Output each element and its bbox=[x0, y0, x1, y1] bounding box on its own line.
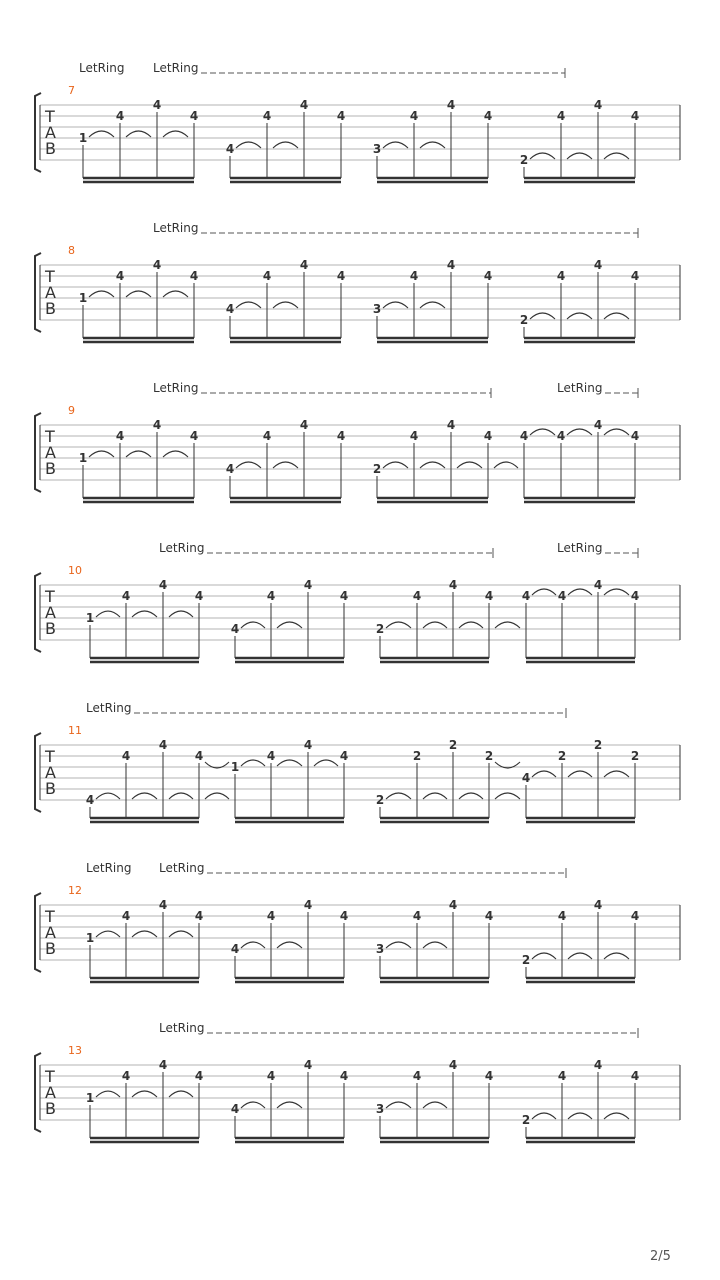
fret-number: 4 bbox=[225, 142, 235, 156]
fret-number: 1 bbox=[78, 291, 88, 305]
fret-number: 4 bbox=[85, 793, 95, 807]
tie-arc bbox=[277, 1102, 302, 1108]
tie-arc bbox=[96, 793, 120, 799]
fret-number: 4 bbox=[593, 258, 603, 272]
fret-number: 2 bbox=[630, 749, 640, 763]
fret-number: 4 bbox=[158, 738, 168, 752]
fret-number: 1 bbox=[85, 1091, 95, 1105]
fret-number: 4 bbox=[409, 269, 419, 283]
measure-number: 8 bbox=[68, 244, 75, 257]
let-ring-label: LetRing bbox=[153, 61, 199, 75]
fret-number: 4 bbox=[194, 589, 204, 603]
fret-number: 4 bbox=[448, 898, 458, 912]
tab-clef-b: B bbox=[45, 779, 56, 798]
tie-arc bbox=[459, 793, 483, 799]
fret-number: 4 bbox=[303, 738, 313, 752]
fret-number: 4 bbox=[336, 269, 346, 283]
measure-number: 13 bbox=[68, 1044, 82, 1057]
fret-number: 4 bbox=[230, 1102, 240, 1116]
fret-number: 4 bbox=[521, 771, 531, 785]
fret-number: 4 bbox=[557, 1069, 567, 1083]
let-ring-label: LetRing bbox=[79, 61, 125, 75]
tie-arc bbox=[163, 131, 188, 137]
fret-number: 4 bbox=[519, 429, 529, 443]
fret-number: 4 bbox=[121, 589, 131, 603]
tie-arc bbox=[604, 429, 629, 435]
fret-number: 4 bbox=[446, 98, 456, 112]
fret-number: 4 bbox=[189, 429, 199, 443]
tie-arc bbox=[567, 429, 592, 435]
tab-clef-t: T bbox=[45, 1067, 55, 1086]
fret-number: 4 bbox=[158, 578, 168, 592]
fret-number: 4 bbox=[152, 98, 162, 112]
tab-system-8 bbox=[35, 221, 680, 342]
tie-arc bbox=[386, 942, 411, 948]
let-ring-label: LetRing bbox=[159, 1021, 205, 1035]
fret-number: 2 bbox=[519, 153, 529, 167]
tie-arc bbox=[420, 302, 445, 308]
fret-number: 4 bbox=[115, 269, 125, 283]
tie-arc bbox=[423, 793, 447, 799]
fret-number: 4 bbox=[299, 418, 309, 432]
fret-number: 4 bbox=[484, 1069, 494, 1083]
fret-number: 1 bbox=[78, 451, 88, 465]
let-ring-label: LetRing bbox=[159, 541, 205, 555]
tab-clef-a: A bbox=[45, 763, 56, 782]
fret-number: 4 bbox=[484, 589, 494, 603]
fret-number: 2 bbox=[375, 793, 385, 807]
fret-number: 4 bbox=[115, 109, 125, 123]
tie-arc bbox=[386, 793, 411, 799]
fret-number: 4 bbox=[593, 418, 603, 432]
tie-arc bbox=[169, 1091, 193, 1097]
tie-arc bbox=[568, 1113, 592, 1119]
tie-arc bbox=[169, 931, 193, 937]
tie-arc bbox=[169, 611, 193, 617]
tie-arc bbox=[236, 302, 261, 308]
fret-number: 4 bbox=[115, 429, 125, 443]
tie-arc bbox=[314, 760, 338, 766]
tie-arc bbox=[89, 131, 114, 137]
fret-number: 4 bbox=[262, 429, 272, 443]
tie-arc bbox=[530, 313, 555, 319]
fret-number: 4 bbox=[521, 589, 531, 603]
fret-number: 4 bbox=[593, 578, 603, 592]
tab-clef-a: A bbox=[45, 443, 56, 462]
tab-system-12 bbox=[35, 861, 680, 982]
tab-clef-t: T bbox=[45, 587, 55, 606]
fret-number: 3 bbox=[375, 1102, 385, 1116]
tie-arc bbox=[241, 760, 265, 766]
tab-clef-b: B bbox=[45, 939, 56, 958]
tab-clef-a: A bbox=[45, 1083, 56, 1102]
tie-arc bbox=[567, 313, 592, 319]
let-ring-label: LetRing bbox=[153, 381, 199, 395]
fret-number: 4 bbox=[158, 898, 168, 912]
fret-number: 1 bbox=[85, 931, 95, 945]
fret-number: 2 bbox=[412, 749, 422, 763]
fret-number: 1 bbox=[78, 131, 88, 145]
fret-number: 4 bbox=[152, 418, 162, 432]
fret-number: 4 bbox=[446, 258, 456, 272]
tie-arc bbox=[386, 622, 411, 628]
fret-number: 1 bbox=[85, 611, 95, 625]
fret-number: 2 bbox=[521, 1113, 531, 1127]
fret-number: 4 bbox=[230, 942, 240, 956]
tie-arc bbox=[532, 1113, 556, 1119]
tie-arc bbox=[96, 1091, 120, 1097]
tie-arc bbox=[96, 931, 120, 937]
tie-arc bbox=[386, 1102, 411, 1108]
tie-arc bbox=[567, 153, 592, 159]
tie-arc bbox=[126, 291, 151, 297]
tie-arc bbox=[532, 953, 556, 959]
tab-clef-t: T bbox=[45, 747, 55, 766]
fret-number: 4 bbox=[262, 109, 272, 123]
fret-number: 4 bbox=[189, 109, 199, 123]
fret-number: 3 bbox=[375, 942, 385, 956]
fret-number: 4 bbox=[339, 589, 349, 603]
tab-clef-t: T bbox=[45, 107, 55, 126]
fret-number: 4 bbox=[448, 578, 458, 592]
tie-arc bbox=[132, 931, 157, 937]
tab-clef-a: A bbox=[45, 603, 56, 622]
fret-number: 4 bbox=[446, 418, 456, 432]
tab-clef-b: B bbox=[45, 139, 56, 158]
tie-arc bbox=[89, 451, 114, 457]
let-ring-label: LetRing bbox=[153, 221, 199, 235]
measure-number: 12 bbox=[68, 884, 82, 897]
fret-number: 4 bbox=[225, 302, 235, 316]
fret-number: 4 bbox=[409, 429, 419, 443]
fret-number: 2 bbox=[375, 622, 385, 636]
tie-arc bbox=[495, 622, 520, 628]
let-ring-label: LetRing bbox=[86, 861, 132, 875]
tab-clef-t: T bbox=[45, 907, 55, 926]
fret-number: 4 bbox=[194, 749, 204, 763]
page-number: 2/5 bbox=[650, 1249, 671, 1264]
tie-arc bbox=[383, 302, 408, 308]
fret-number: 4 bbox=[299, 98, 309, 112]
tie-arc bbox=[604, 153, 629, 159]
fret-number: 4 bbox=[299, 258, 309, 272]
tie-arc bbox=[423, 1102, 447, 1108]
tie-arc bbox=[169, 793, 193, 799]
fret-number: 4 bbox=[630, 589, 640, 603]
fret-number: 4 bbox=[557, 589, 567, 603]
tie-arc bbox=[568, 953, 592, 959]
tab-system-7 bbox=[35, 61, 680, 182]
tie-arc bbox=[568, 771, 592, 777]
tab-clef-a: A bbox=[45, 923, 56, 942]
fret-number: 4 bbox=[339, 749, 349, 763]
tie-arc bbox=[604, 589, 629, 595]
fret-number: 4 bbox=[262, 269, 272, 283]
tab-clef-b: B bbox=[45, 619, 56, 638]
fret-number: 4 bbox=[230, 622, 240, 636]
fret-number: 4 bbox=[556, 429, 566, 443]
fret-number: 4 bbox=[630, 109, 640, 123]
let-ring-label: LetRing bbox=[557, 381, 603, 395]
let-ring-label: LetRing bbox=[159, 861, 205, 875]
tab-system-9 bbox=[35, 381, 680, 502]
fret-number: 2 bbox=[448, 738, 458, 752]
tie-arc bbox=[241, 1102, 265, 1108]
fret-number: 4 bbox=[266, 909, 276, 923]
fret-number: 4 bbox=[483, 109, 493, 123]
fret-number: 4 bbox=[339, 1069, 349, 1083]
tie-arc bbox=[423, 622, 447, 628]
tie-arc bbox=[423, 942, 447, 948]
tie-arc bbox=[273, 142, 298, 148]
fret-number: 4 bbox=[484, 909, 494, 923]
fret-number: 4 bbox=[158, 1058, 168, 1072]
tab-clef-b: B bbox=[45, 459, 56, 478]
tie-arc bbox=[420, 142, 445, 148]
fret-number: 4 bbox=[266, 589, 276, 603]
fret-number: 4 bbox=[303, 898, 313, 912]
tie-arc bbox=[532, 771, 556, 777]
fret-number: 4 bbox=[266, 749, 276, 763]
tie-arc bbox=[495, 793, 520, 799]
fret-number: 4 bbox=[152, 258, 162, 272]
fret-number: 4 bbox=[409, 109, 419, 123]
fret-number: 4 bbox=[194, 909, 204, 923]
tie-arc bbox=[604, 1113, 629, 1119]
tie-arc bbox=[241, 622, 265, 628]
fret-number: 4 bbox=[121, 749, 131, 763]
fret-number: 2 bbox=[484, 749, 494, 763]
fret-number: 2 bbox=[557, 749, 567, 763]
fret-number: 4 bbox=[121, 909, 131, 923]
tie-arc bbox=[494, 462, 518, 468]
fret-number: 3 bbox=[372, 142, 382, 156]
tie-arc bbox=[273, 302, 298, 308]
fret-number: 4 bbox=[412, 589, 422, 603]
tie-arc bbox=[568, 589, 592, 595]
let-ring-label: LetRing bbox=[557, 541, 603, 555]
fret-number: 4 bbox=[483, 269, 493, 283]
fret-number: 4 bbox=[593, 98, 603, 112]
tie-arc bbox=[604, 953, 629, 959]
tie-arc bbox=[383, 462, 408, 468]
tie-arc bbox=[132, 611, 157, 617]
fret-number: 4 bbox=[303, 1058, 313, 1072]
measure-number: 11 bbox=[68, 724, 82, 737]
tie-arc bbox=[132, 1091, 157, 1097]
tie-arc bbox=[383, 142, 408, 148]
tab-system-11 bbox=[35, 701, 680, 822]
fret-number: 4 bbox=[630, 1069, 640, 1083]
fret-number: 4 bbox=[189, 269, 199, 283]
fret-number: 4 bbox=[630, 909, 640, 923]
fret-number: 4 bbox=[593, 1058, 603, 1072]
tie-arc bbox=[126, 131, 151, 137]
fret-number: 3 bbox=[372, 302, 382, 316]
tie-arc bbox=[205, 793, 229, 799]
fret-number: 4 bbox=[194, 1069, 204, 1083]
fret-number: 4 bbox=[412, 909, 422, 923]
tab-system-13 bbox=[35, 1021, 680, 1142]
fret-number: 4 bbox=[593, 898, 603, 912]
fret-number: 4 bbox=[556, 269, 566, 283]
measure-number: 7 bbox=[68, 84, 75, 97]
fret-number: 2 bbox=[519, 313, 529, 327]
tie-arc bbox=[96, 611, 120, 617]
fret-number: 4 bbox=[483, 429, 493, 443]
tab-clef-a: A bbox=[45, 283, 56, 302]
tie-arc bbox=[277, 760, 302, 766]
tie-arc bbox=[241, 942, 265, 948]
fret-number: 4 bbox=[121, 1069, 131, 1083]
tab-clef-b: B bbox=[45, 1099, 56, 1118]
tie-arc bbox=[530, 153, 555, 159]
tie-arc bbox=[236, 462, 261, 468]
tie-arc bbox=[89, 291, 114, 297]
tab-system-10 bbox=[35, 541, 680, 662]
fret-number: 4 bbox=[630, 429, 640, 443]
tie-arc bbox=[530, 429, 555, 435]
tie-arc bbox=[420, 462, 445, 468]
fret-number: 4 bbox=[303, 578, 313, 592]
tie-arc bbox=[236, 142, 261, 148]
fret-number: 2 bbox=[593, 738, 603, 752]
tie-arc bbox=[459, 622, 483, 628]
tie-arc bbox=[126, 451, 151, 457]
fret-number: 4 bbox=[412, 1069, 422, 1083]
tie-arc bbox=[163, 291, 188, 297]
fret-number: 4 bbox=[448, 1058, 458, 1072]
tab-clef-b: B bbox=[45, 299, 56, 318]
tie-arc bbox=[277, 942, 302, 948]
fret-number: 4 bbox=[339, 909, 349, 923]
fret-number: 2 bbox=[521, 953, 531, 967]
fret-number: 4 bbox=[336, 109, 346, 123]
tab-clef-a: A bbox=[45, 123, 56, 142]
fret-number: 4 bbox=[266, 1069, 276, 1083]
tie-arc bbox=[132, 793, 157, 799]
fret-number: 2 bbox=[372, 462, 382, 476]
tab-clef-t: T bbox=[45, 267, 55, 286]
fret-number: 4 bbox=[556, 109, 566, 123]
fret-number: 4 bbox=[225, 462, 235, 476]
tie-arc bbox=[604, 771, 629, 777]
let-ring-label: LetRing bbox=[86, 701, 132, 715]
fret-number: 4 bbox=[630, 269, 640, 283]
tab-clef-t: T bbox=[45, 427, 55, 446]
measure-number: 10 bbox=[68, 564, 82, 577]
tie-arc bbox=[277, 622, 302, 628]
tie-arc bbox=[273, 462, 298, 468]
tie-arc bbox=[604, 313, 629, 319]
measure-number: 9 bbox=[68, 404, 75, 417]
tie-arc bbox=[163, 451, 188, 457]
tie-arc bbox=[532, 589, 556, 595]
fret-number: 4 bbox=[336, 429, 346, 443]
tie-arc bbox=[457, 462, 482, 468]
fret-number: 4 bbox=[557, 909, 567, 923]
fret-number: 1 bbox=[230, 760, 240, 774]
